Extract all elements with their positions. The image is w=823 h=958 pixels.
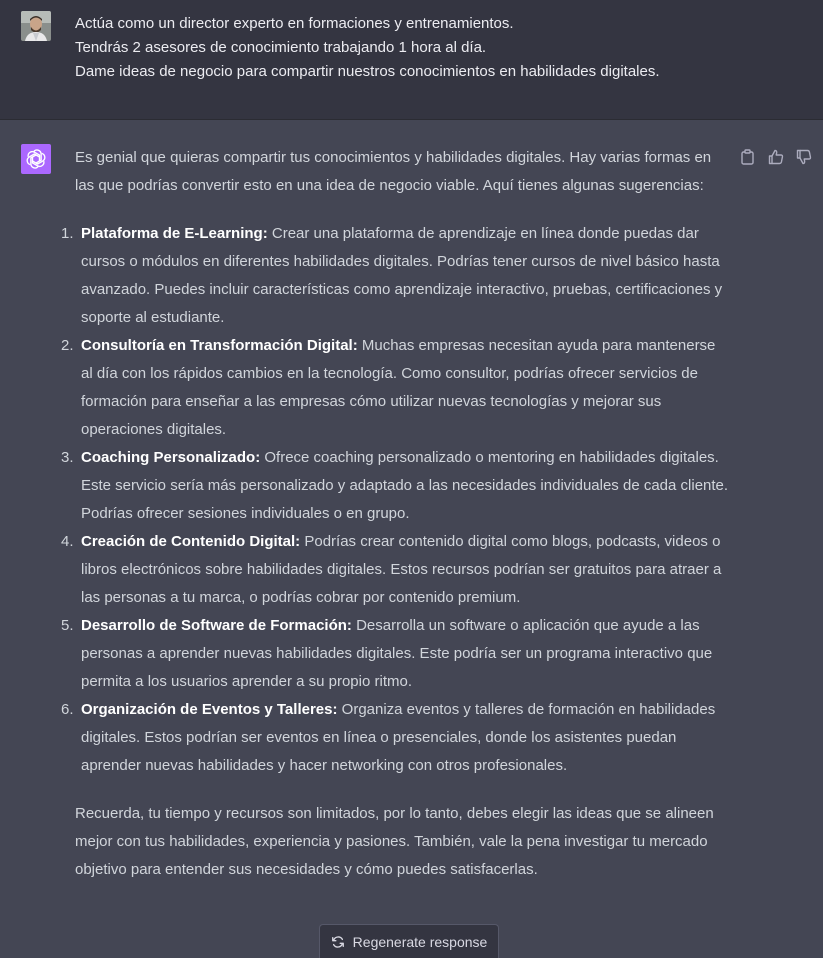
user-line: Dame ideas de negocio para compartir nuestros conocimientos en habilidades digitales. [75, 63, 660, 80]
item-text: Organiza eventos y talleres de formación en habilidades digitales. Estos podrían ser eventos en línea o presenciales, donde los asistentes puedan aprender nuevas habilidades y hacer networking con otros profesionales. [81, 701, 716, 774]
assistant-answer [61, 144, 730, 884]
list-item [61, 696, 730, 780]
refresh-icon [331, 935, 345, 949]
item-title: Plataforma de E-Learning: [81, 225, 268, 242]
list-item [61, 220, 730, 332]
copy-clipboard-icon[interactable] [738, 147, 757, 166]
list-item [61, 612, 730, 696]
assistant-message [0, 120, 823, 958]
item-number: 5. [61, 617, 74, 634]
answer-closing: Recuerda, tu tiempo y recursos son limitados, por lo tanto, debes elegir las ideas que se alineen mejor con tus habilidades, experiencia y pasiones. También, vale la pena investigar tu mercado objetivo para entender sus necesidades y cómo puedes satisfacerlas. [75, 805, 714, 878]
answer-intro: Es genial que quieras compartir tus conocimientos y habilidades digitales. Hay varias formas en las que podrías convertir esto en una idea de negocio viable. Aquí tienes algunas sugerencias: [75, 149, 712, 194]
user-avatar [21, 11, 51, 41]
item-title: Creación de Contenido Digital: [81, 533, 301, 550]
regenerate-response-button[interactable] [319, 924, 499, 958]
item-title: Desarrollo de Software de Formación: [81, 617, 352, 634]
thumbs-up-icon[interactable] [766, 147, 785, 166]
user-line: Tendrás 2 asesores de conocimiento trabajando 1 hora al día. [75, 39, 487, 56]
list-item [61, 444, 730, 528]
chatgpt-logo-icon [21, 144, 51, 174]
item-title: Organización de Eventos y Talleres: [81, 701, 338, 718]
item-title: Coaching Personalizado: [81, 449, 261, 466]
list-item [61, 528, 730, 612]
item-text: Crear una plataforma de aprendizaje en línea donde puedas dar cursos o módulos en diferentes habilidades digitales. Podrías tener cursos de nivel básico hasta avanzado. Puedes incluir características como aprendizaje interactivo, pruebas, certificaciones y soporte al estudiante. [81, 225, 723, 326]
item-number: 4. [61, 533, 74, 550]
regenerate-label: Regenerate response [352, 933, 488, 950]
suggestion-list [61, 220, 730, 780]
user-message [0, 0, 823, 120]
item-text: Muchas empresas necesitan ayuda para mantenerse al día con los rápidos cambios en la tecnología. Como consultor, podrías ofrecer servicios de formación para enseñar a las empresas cómo utilizar nuevas tecnologías y mejorar sus operaciones digitales. [81, 337, 716, 438]
user-line: Actúa como un director experto en formaciones y entrenamientos. [75, 15, 514, 32]
message-actions [738, 147, 813, 166]
item-text: Desarrolla un software o aplicación que ayude a las personas a aprender nuevas habilidades digitales. Este podría ser un programa interactivo que permita a los usuarios aprender a su propio ritmo. [81, 617, 713, 690]
list-item [61, 332, 730, 444]
item-number: 3. [61, 449, 74, 466]
thumbs-down-icon[interactable] [794, 147, 813, 166]
item-number: 1. [61, 225, 74, 242]
item-text: Ofrece coaching personalizado o mentoring en habilidades digitales. Este servicio sería más personalizado y adaptado a las necesidades individuales de cada cliente. Podrías ofrecer sesiones individuales o en grupo. [81, 449, 729, 522]
item-text: Podrías crear contenido digital como blogs, podcasts, videos o libros electrónicos sobre habilidades digitales. Estos recursos podrían ser gratuitos para atraer a las personas a tu marca, o podrías cobrar por contenido premium. [81, 533, 722, 606]
user-message-text [75, 12, 775, 84]
item-title: Consultoría en Transformación Digital: [81, 337, 358, 354]
item-number: 6. [61, 701, 74, 718]
item-number: 2. [61, 337, 74, 354]
